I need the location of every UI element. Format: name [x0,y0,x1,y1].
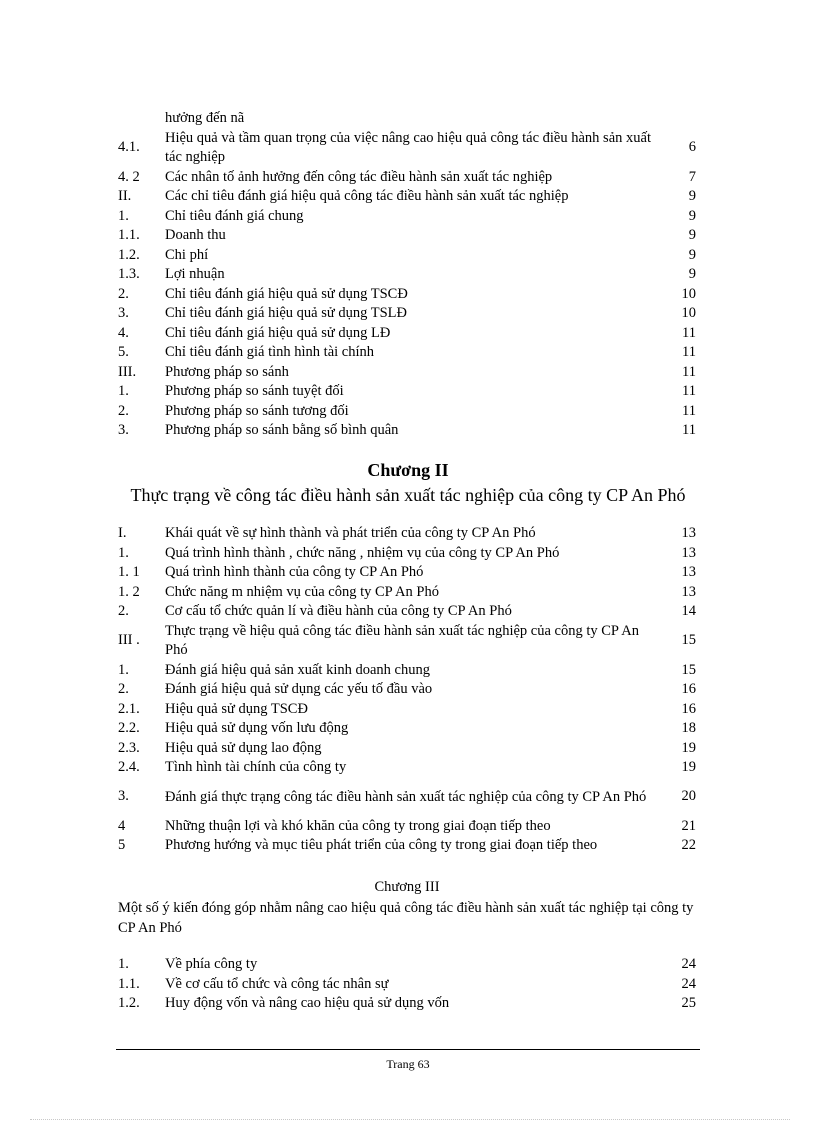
toc-number: 1. [118,661,129,678]
page-bottom-border [30,1119,790,1120]
toc-entry [118,304,696,324]
toc-entry [118,955,696,975]
toc-number: 1.2. [118,246,140,263]
toc-title: Đánh giá hiệu quả sản xuất kinh doanh chung [165,661,430,678]
toc-entry [118,544,696,564]
toc-entry [118,246,696,266]
toc-title: Phương hướng và mục tiêu phát triển của công ty trong giai đoạn tiếp theo [165,837,598,853]
toc-title: Chi phí [165,246,209,263]
toc-page: 11 [682,402,696,419]
toc-title: Phương pháp so sánh tương đối [165,402,349,419]
toc-page: 13 [681,564,696,580]
toc-page: 9 [688,188,696,204]
chapter-2-title: Thực trạng về công tác điều hành sản xuất tác nghiệp của công ty CP An Phó [130,485,686,505]
toc-entry [118,975,696,995]
toc-entry [118,324,696,344]
toc-title: Thực trạng về hiệu quả công tác điều hành sản xuất tác nghiệp của công ty CP An Phó [165,623,640,658]
toc-number: III . [118,632,140,649]
toc-page: 16 [681,681,696,697]
toc-entry [118,524,696,544]
toc-number: 3. [118,422,129,438]
toc-page: 24 [681,975,696,992]
toc-entry [118,382,696,402]
toc-page: 25 [681,995,696,1011]
toc-entry [118,402,696,422]
toc-entry [118,363,696,383]
toc-page: 19 [681,759,696,775]
toc-number: II. [118,188,132,204]
toc-title: Chỉ tiêu đánh giá hiệu quả sử dụng TSLĐ [165,305,407,321]
toc-page: 11 [682,363,696,380]
toc-title: Quá trình hình thành , chức năng , nhiệm vụ của công ty CP An Phó [165,544,560,561]
toc-title: Chỉ tiêu đánh giá hiệu quả sử dụng LĐ [165,324,391,341]
toc-number: 4.1. [118,139,140,156]
toc-number: 3. [118,788,129,805]
toc-title: Quá trình hình thành của công ty CP An Phó [165,564,424,580]
toc-number: 3. [118,305,129,321]
toc-title: Phương pháp so sánh [165,363,289,380]
toc-title: Hiệu quả sử dụng vốn lưu động [165,720,349,736]
toc-page: 9 [688,227,696,243]
toc-entry [118,817,696,837]
toc-number: 1. [118,544,129,561]
toc-title: Phương pháp so sánh bằng số bình quân [165,422,399,438]
toc-entry [118,661,696,681]
toc-section-1 [118,109,696,441]
toc-entry [118,168,696,188]
toc-title: Về phía công ty [165,956,258,972]
toc-page: 22 [681,837,696,853]
toc-entry [118,719,696,739]
toc-page: 24 [681,956,696,972]
toc-title: Doanh thu [165,227,226,243]
toc-entry [118,583,696,603]
chapter-2-number: Chương II [367,460,449,480]
toc-title: Chức năng m nhiệm vụ của công ty CP An Phó [165,583,439,600]
toc-number: 1.3. [118,266,140,282]
toc-entry [118,994,696,1014]
toc-page: 11 [682,422,696,438]
toc-number: 4. 2 [118,168,140,185]
toc-title: Hiệu quả sử dụng lao động [165,739,322,756]
toc-page: 19 [681,739,696,756]
toc-title: Chỉ tiêu đánh giá tình hình tài chính [165,344,375,360]
toc-page: 13 [681,544,696,561]
toc-page: 10 [681,285,696,302]
toc-number: I. [118,525,127,541]
toc-page: 15 [681,661,696,678]
toc-page: 13 [681,583,696,600]
toc-title: Về cơ cấu tổ chức và công tác nhân sự [165,975,389,992]
toc-number: 2. [118,681,129,697]
toc-entry [118,836,696,856]
toc-entry [118,285,696,305]
toc-number: 1. [118,383,129,399]
toc-title: Lợi nhuận [165,266,225,282]
toc-entry [118,700,696,720]
toc-number: 2.3. [118,739,140,756]
toc-page: 15 [681,632,696,649]
toc-entry [118,226,696,246]
footer-divider [116,1049,700,1050]
toc-title: Hiệu quả và tầm quan trọng của việc nâng cao hiệu quả công tác điều hành sản xuất tác nghiệp [165,130,651,165]
toc-entry [118,739,696,759]
toc-entry [118,563,696,583]
toc-number: III. [118,363,137,380]
toc-number: 2. [118,603,129,619]
toc-number: 1.1. [118,227,140,243]
chapter-3-heading [118,878,696,938]
toc-page: 10 [681,305,696,321]
toc-title: Cơ cấu tổ chức quản lí và điều hành của công ty CP An Phó [165,603,512,619]
toc-entry [118,622,696,661]
toc-number: 4 [118,817,126,834]
toc-number: 1. [118,956,129,972]
toc-title: Huy động vốn và nâng cao hiệu quả sử dụng vốn [165,995,450,1011]
toc-page: 7 [688,168,696,185]
toc-number: 1.1. [118,975,140,992]
toc-page: 11 [682,344,696,360]
chapter-2-heading [100,459,716,507]
toc-page: 9 [688,207,696,224]
toc-title: Chỉ tiêu đánh giá chung [165,207,304,224]
chapter-3-number: Chương III [374,879,440,895]
toc-title: Tình hình tài chính của công ty [165,759,347,775]
toc-entry [118,602,696,622]
toc-title: Phương pháp so sánh tuyệt đối [165,383,344,399]
page-footer: Trang 63 [386,1057,430,1071]
chapter-3-title: Một số ý kiến đóng góp nhằm nâng cao hiệu quả công tác điều hành sản xuất tác nghiệp tại công ty CP An Phó [118,900,694,936]
toc-chapter-2 [118,524,696,856]
toc-page: 6 [688,139,696,156]
toc-page: 20 [681,788,696,805]
toc-title: Đánh giá thực trạng công tác điều hành sản xuất tác nghiệp của công ty CP An Phó [165,788,647,805]
toc-entry [118,778,696,817]
toc-page: 18 [681,720,696,736]
toc-page: 11 [682,324,696,341]
toc-entry [118,129,696,168]
toc-page: 9 [688,266,696,282]
toc-number: 2.1. [118,700,140,717]
toc-page: 21 [681,817,696,834]
toc-entry [118,207,696,227]
toc-number: 5. [118,344,129,360]
toc-entry [118,343,696,363]
toc-title: Các chỉ tiêu đánh giá hiệu quả công tác điều hành sản xuất tác nghiệp [165,188,569,204]
toc-title: Chỉ tiêu đánh giá hiệu quả sử dụng TSCĐ [165,285,408,302]
toc-title: Khái quát về sự hình thành và phát triển của công ty CP An Phó [165,525,536,541]
toc-number: 2.2. [118,720,140,736]
toc-entry [118,758,696,778]
toc-title: Đánh giá hiệu quả sử dụng các yếu tố đầu vào [165,681,433,697]
toc-page: 9 [688,246,696,263]
toc-number: 1. [118,207,129,224]
toc-entry [118,680,696,700]
toc-title: Những thuận lợi và khó khăn của công ty trong giai đoạn tiếp theo [165,817,551,834]
toc-number: 5 [118,837,126,853]
toc-page: 16 [681,700,696,717]
toc-continuation-line: hưởng đến nã [165,110,245,126]
toc-number: 1. 1 [118,564,140,580]
toc-number: 2.4. [118,759,140,775]
toc-title: Các nhân tố ảnh hưởng đến công tác điều hành sản xuất tác nghiệp [165,168,553,185]
toc-chapter-3 [118,955,696,1014]
toc-number: 1.2. [118,995,140,1011]
toc-number: 2. [118,285,129,302]
toc-page: 14 [681,603,696,619]
toc-entry [118,421,696,441]
toc-number: 4. [118,324,129,341]
toc-number: 2. [118,402,129,419]
toc-page: 13 [681,525,696,541]
toc-entry [118,187,696,207]
toc-page: 11 [682,383,696,399]
toc-number: 1. 2 [118,583,140,600]
toc-entry [118,265,696,285]
toc-title: Hiệu quả sử dụng TSCĐ [165,700,308,717]
